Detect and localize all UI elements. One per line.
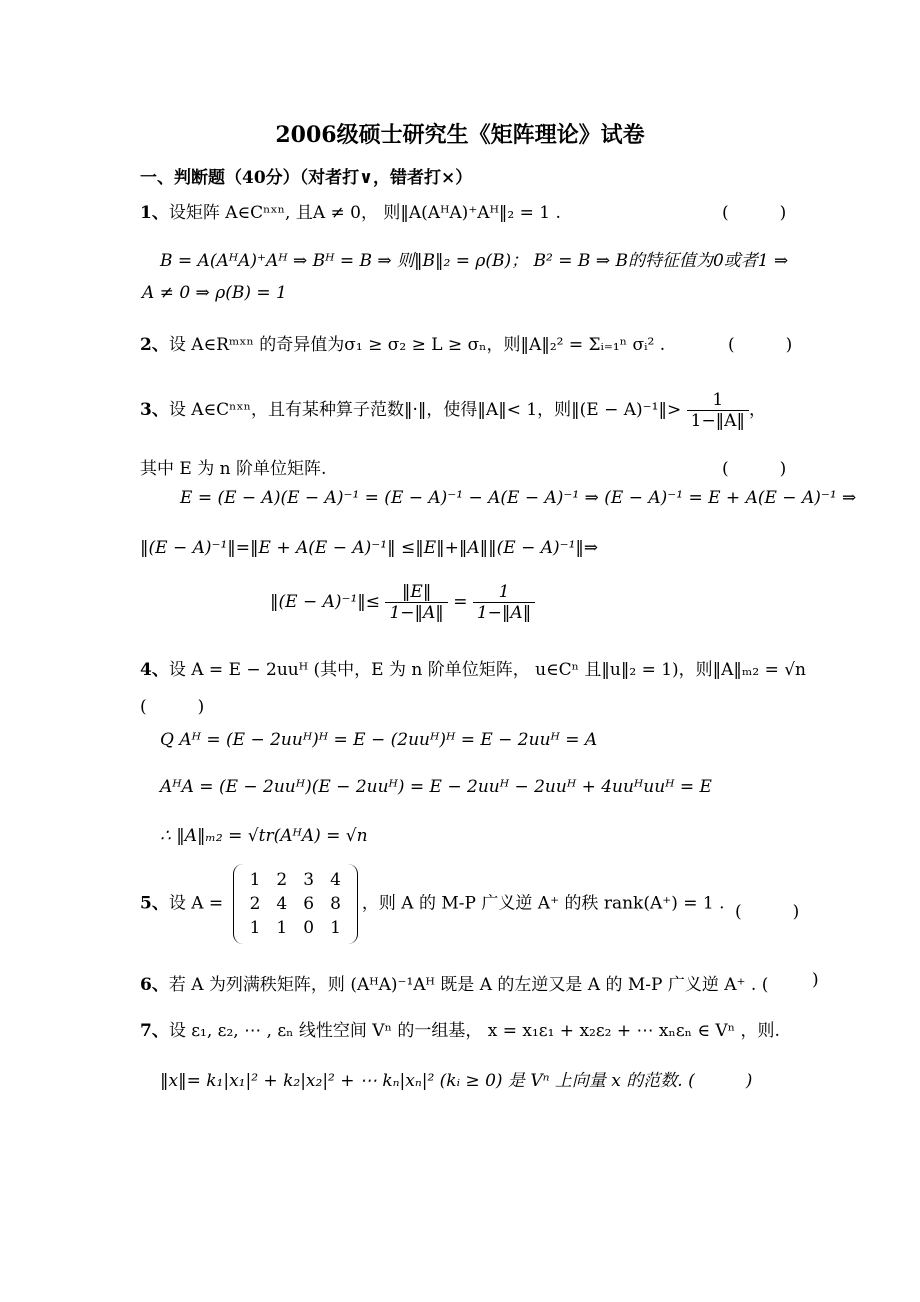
question-text: 设 A∈Cⁿˣⁿ，且有某种算子范数‖·‖，使得‖A‖< 1，则‖(E − A)⁻¹‖>	[168, 400, 682, 420]
question-text-continued: 其中 E 为 n 阶单位矩阵.	[140, 459, 327, 479]
question-text: 设 ε₁, ε₂, ⋯ , εₙ 线性空间 Vⁿ 的一组基， x = x₁ε₁ + x₂ε₂ + ⋯ xₙεₙ ∈ Vⁿ ，则.	[168, 1021, 780, 1041]
answer-parenthesis[interactable]: ( )	[735, 902, 800, 922]
answer-parenthesis[interactable]: ( )	[140, 697, 205, 717]
question-4	[140, 655, 806, 680]
question-number: 2、	[140, 335, 169, 355]
question-7	[140, 1016, 780, 1041]
question-text: 若 A 为列满秩矩阵，则 (AᴴA)⁻¹Aᴴ 既是 A 的左逆又是 A 的 M-P 广义逆 A⁺ . (	[168, 975, 769, 995]
solution-line: AᴴA = (E − 2uuᴴ)(E − 2uuᴴ) = E − 2uuᴴ − 2uuᴴ + 4uuᴴuuᴴ = E	[160, 777, 712, 797]
question-number: 4、	[140, 660, 169, 680]
page-title: 2006级硕士研究生《矩阵理论》试卷	[275, 122, 645, 148]
answer-parenthesis-close[interactable]: )	[812, 970, 819, 990]
answer-parenthesis[interactable]: ( )	[728, 335, 793, 355]
question-number: 7、	[140, 1021, 169, 1041]
question-1	[140, 198, 561, 223]
solution-line: ‖(E − A)⁻¹‖≤ $\frac{‖E‖}{1-‖A‖}$ = $\frac{1}{1-‖A‖}$	[270, 582, 535, 623]
question-2	[140, 330, 665, 355]
solution-line: ∴ ‖A‖ₘ₂ = √tr(AᴴA) = √n	[160, 826, 368, 846]
section-heading: 一、判断题（40分）（对者打∨，错者打×）	[140, 168, 473, 188]
solution-line: B = A(AᴴA)⁺Aᴴ ⇒ Bᴴ = B ⇒ 则‖B‖₂ = ρ(B)； B² = B ⇒ B的特征值为0或者1 ⇒	[160, 251, 789, 271]
solution-line: E = (E − A)(E − A)⁻¹ = (E − A)⁻¹ − A(E − A)⁻¹ ⇒ (E − A)⁻¹ = E + A(E − A)⁻¹ ⇒	[180, 488, 857, 508]
question-text: 设矩阵 A∈Cⁿˣⁿ, 且A ≠ 0， 则‖A(AᴴA)⁺Aᴴ‖₂ = 1 .	[168, 203, 561, 223]
question-6	[140, 970, 768, 995]
solution-line: A ≠ 0 ⇒ ρ(B) = 1	[142, 283, 287, 303]
matrix: 1 2 3 4 2 4 6 8 1 1 0 1	[233, 864, 358, 944]
question-text: 设 A∈Rᵐˣⁿ 的奇异值为σ₁ ≥ σ₂ ≥ L ≥ σₙ，则‖A‖₂² = Σᵢ₌₁ⁿ σᵢ² .	[168, 335, 666, 355]
question-number: 6、	[140, 975, 169, 995]
solution-line: ‖x‖= k₁|x₁|² + k₂|x₂|² + ⋯ kₙ|xₙ|² (kᵢ ≥ 0) 是 Vⁿ 上向量 x 的范数. ( )	[160, 1071, 753, 1091]
question-text: 设 A = E − 2uuᴴ (其中，E 为 n 阶单位矩阵， u∈Cⁿ 且‖u‖₂ = 1)，则‖A‖ₘ₂ = √n	[168, 660, 807, 680]
question-5: 5、设 A = 1 2 3 4 2 4 6 8 1 1 0 1 ，则 A 的 M-P 广义逆 A⁺ 的秩 rank(A⁺) = 1 .	[140, 864, 725, 944]
solution-line: ‖(E − A)⁻¹‖=‖E + A(E − A)⁻¹‖ ≤‖E‖+‖A‖‖(E − A)⁻¹‖⇒	[140, 538, 599, 558]
fraction: $\frac{1}{1-‖A‖}$	[687, 390, 749, 431]
question-number: 1、	[140, 203, 169, 223]
solution-line: Q Aᴴ = (E − 2uuᴴ)ᴴ = E − (2uuᴴ)ᴴ = E − 2uuᴴ = A	[160, 730, 598, 750]
answer-parenthesis[interactable]: ( )	[722, 203, 787, 223]
question-number: 3、	[140, 400, 169, 420]
question-3: 3、设 A∈Cⁿˣⁿ，且有某种算子范数‖·‖，使得‖A‖< 1，则‖(E − A)⁻¹‖> $\frac{1}{1-‖A‖}$ ，	[140, 390, 766, 431]
answer-parenthesis[interactable]: ( )	[722, 459, 787, 479]
question-number: 5、	[140, 893, 169, 914]
